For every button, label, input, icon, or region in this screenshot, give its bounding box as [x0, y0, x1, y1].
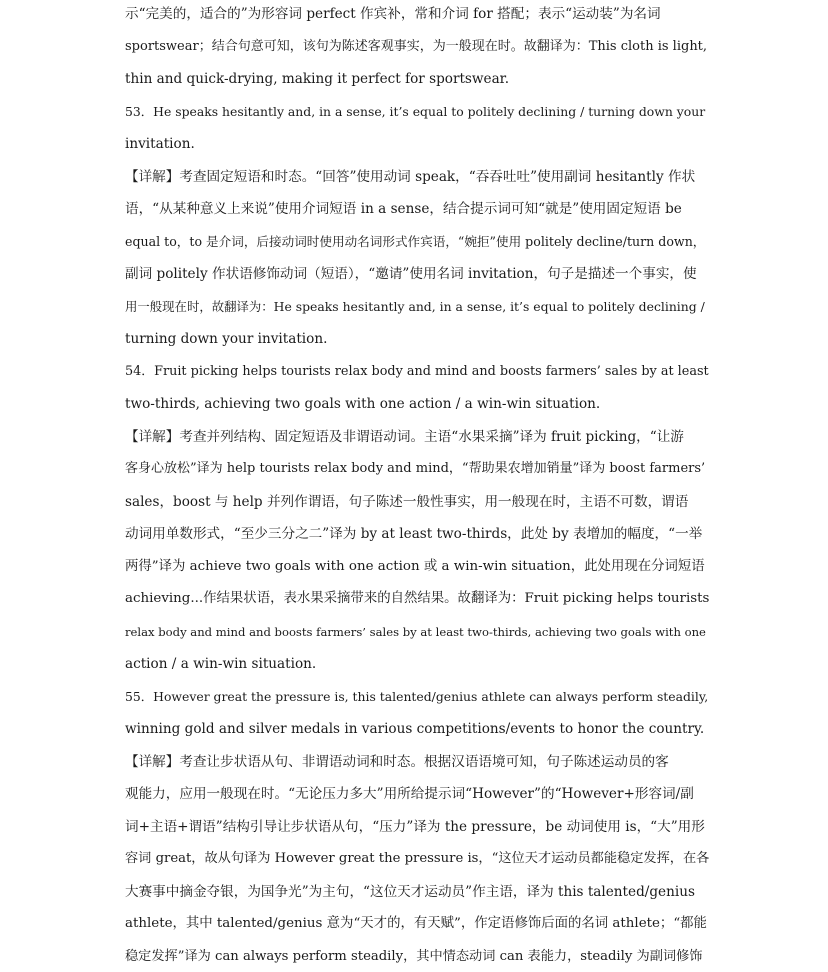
text-line: achieving...作结果状语，表水果采摘带来的自然结果。故翻译为：Fruit picking helps tourists [125, 591, 710, 606]
text-line: 稳定发挥”译为 can always perform steadily，其中情态动词 can 表能力，steadily 为副词修饰 [125, 948, 703, 964]
text-line: 用一般现在时，故翻译为：He speaks hesitantly and, in a sense, it’s equal to politely declining / [125, 298, 705, 314]
text-line: 副词 politely 作状语修饰动词（短语），“邀请”使用名词 invitation，句子是描述一个事实，使 [125, 266, 697, 282]
explanation-55 [125, 746, 710, 972]
answer-55 [125, 681, 710, 746]
answer-line: 55．However great the pressure is, this talented/genius athlete can always perform steadily, [125, 688, 709, 704]
text-line: 大赛事中摘金夺银，为国争光”为主句，“这位天才运动员”作主语，译为 this talented/genius [125, 883, 695, 900]
answer-line: 54．Fruit picking helps tourists relax body and mind and boosts farmers’ sales by at least [125, 363, 709, 379]
answer-line: two-thirds, achieving two goals with one action / a win-win situation. [125, 396, 601, 412]
text-line: athlete，其中 talented/genius 意为“天才的，有天赋”，作定语修饰后面的名词 athlete；“都能 [125, 916, 707, 931]
text-line: 容词 great，故从句译为 However great the pressure is，“这位天才运动员都能稳定发挥，在各 [125, 851, 710, 866]
text-line: 词+主语+谓语”结构引导让步状语从句，“压力”译为 the pressure，be 动词使用 is，“大”用形 [125, 818, 705, 835]
text-line: turning down your invitation. [125, 331, 328, 347]
text-line: 语，“从某种意义上来说”使用介词短语 in a sense，结合提示词可知“就是”使用固定短语 be [125, 201, 682, 217]
text-line: 两得”译为 achieve two goals with one action 或 a win-win situation，此处用现在分词短语 [125, 558, 705, 574]
answer-53 [125, 96, 710, 161]
text-line: 【详解】考查让步状语从句、非谓语动词和时态。根据汉语语境可知，句子陈述运动员的客 [125, 753, 669, 770]
text-line: 【详解】考查固定短语和时态。“回答”使用动词 speak，“吞吞吐吐”使用副词 hesitantly 作状 [125, 168, 696, 185]
answer-line: 53．He speaks hesitantly and, in a sense, it’s equal to politely declining / turning down your [125, 103, 706, 119]
text-line: sportswear；结合句意可知，该句为陈述客观事实，为一般现在时。故翻译为：This cloth is light, [125, 38, 708, 54]
text-line: 客身心放松”译为 help tourists relax body and mind，“帮助果农增加销量”译为 boost farmers’ [125, 461, 706, 476]
text-line: 【详解】考查并列结构、固定短语及非谓语动词。主语“水果采摘”译为 fruit picking，“让游 [125, 428, 684, 445]
text-line: sales，boost 与 help 并列作谓语，句子陈述一般性事实，用一般现在时，主语不可数，谓语 [125, 493, 689, 510]
document-body [125, 0, 710, 972]
answer-54 [125, 356, 710, 421]
text-line: 动词用单数形式，“至少三分之二”译为 by at least two-thirds，此处 by 表增加的幅度，“一举 [125, 526, 703, 542]
answer-line: invitation. [125, 136, 195, 152]
text-line: thin and quick-drying, making it perfect for sportswear. [125, 71, 510, 87]
explanation-53 [125, 161, 710, 356]
explanation-54 [125, 421, 710, 681]
text-line: 示“完美的，适合的”为形容词 perfect 作宾补，常和介词 for 搭配；表示“运动装”为名词 [125, 6, 661, 22]
text-line: relax body and mind and boosts farmers’ sales by at least two-thirds, achieving two goals with one [125, 624, 706, 639]
answer-line: winning gold and silver medals in various competitions/events to honor the country. [125, 721, 705, 737]
text-line: 观能力，应用一般现在时。“无论压力多大”用所给提示词“However”的“However+形容词/副 [125, 786, 694, 802]
text-line: equal to，to 是介词，后接动词时使用动名词形式作宾语，“婉拒”使用 politely decline/turn down， [125, 233, 706, 249]
explanation-paragraph [125, 0, 710, 96]
text-line: action / a win-win situation. [125, 656, 317, 672]
